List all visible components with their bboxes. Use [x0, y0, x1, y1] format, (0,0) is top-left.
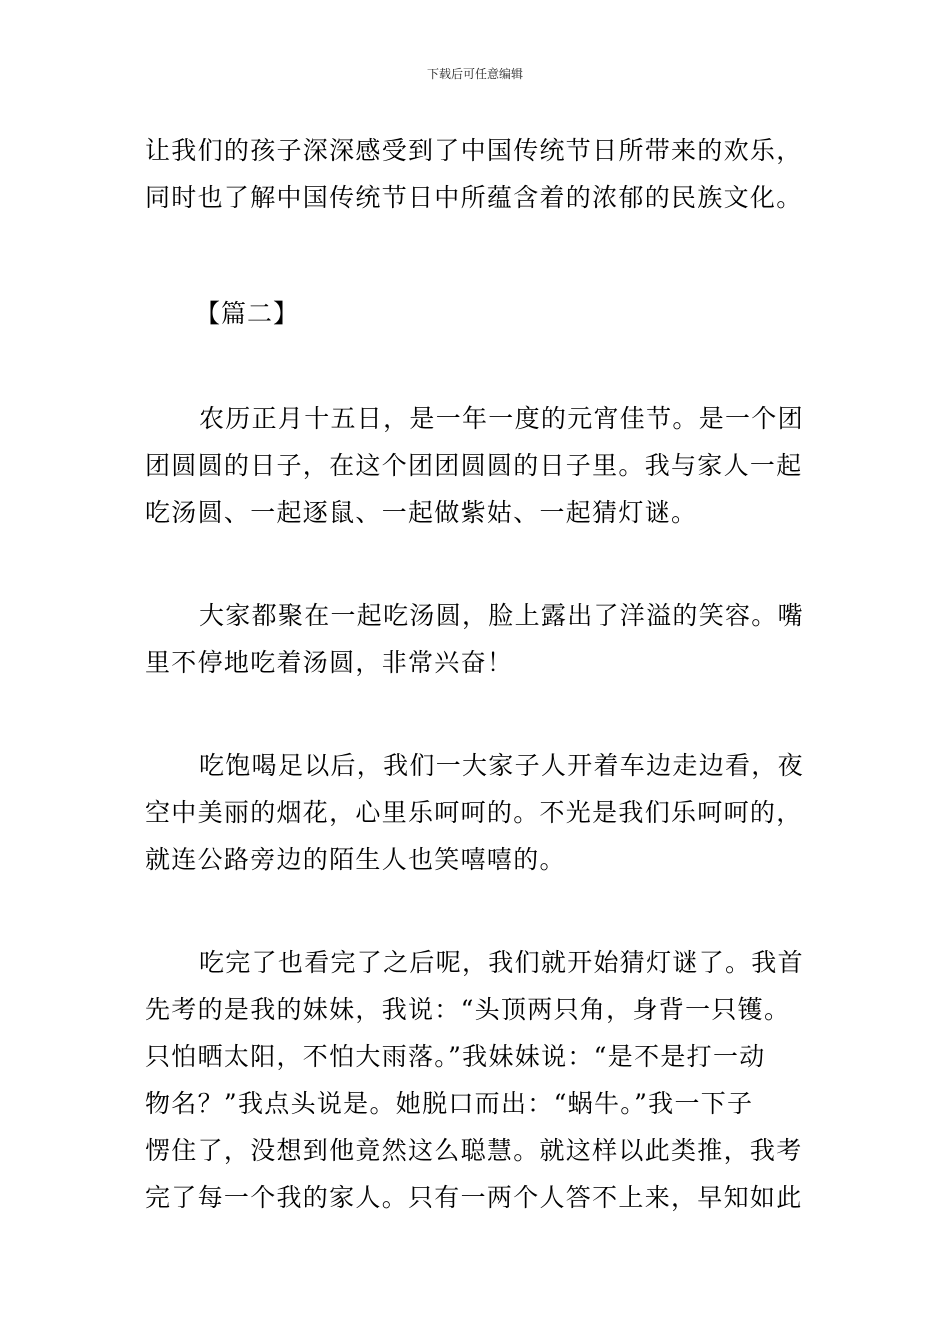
paragraph-line: 就连公路旁边的陌生人也笑嘻嘻的。: [145, 845, 566, 874]
paragraph-line: 大家都聚在一起吃汤圆，脸上露出了洋溢的笑容。嘴: [199, 601, 804, 630]
paragraph-line: 同时也了解中国传统节日中所蕴含着的浓郁的民族文化。: [145, 183, 803, 212]
paragraph-line: 空中美丽的烟花，心里乐呵呵的。不光是我们乐呵呵的，: [145, 798, 803, 827]
paragraph-line: 完了每一个我的家人。只有一两个人答不上来，早知如此: [145, 1183, 803, 1212]
paragraph-3: [145, 592, 807, 686]
paragraph-4: [145, 742, 807, 883]
paragraph-line: 只怕晒太阳，不怕大雨落。”我妹妹说：“是不是打一动: [145, 1042, 766, 1071]
paragraph-line: 里不停地吃着汤圆，非常兴奋！: [145, 648, 514, 677]
paragraph-line: 先考的是我的妹妹，我说：“头顶两只角，身背一只镬。: [145, 995, 791, 1024]
paragraph-2: [145, 395, 807, 536]
page-header: 下载后可任意编辑: [426, 67, 523, 81]
paragraph-line: 吃完了也看完了之后呢，我们就开始猜灯谜了。我首: [199, 948, 804, 977]
paragraph-line: 让我们的孩子深深感受到了中国传统节日所带来的欢乐，: [145, 136, 803, 165]
paragraph-1: [145, 127, 807, 221]
section-title: 【篇二】: [195, 299, 300, 328]
paragraph-line: 吃汤圆、一起逐鼠、一起做紫姑、一起猜灯谜。: [145, 498, 698, 527]
paragraph-line: 吃饱喝足以后，我们一大家子人开着车边走边看，夜: [199, 751, 804, 780]
paragraph-line: 物名？”我点头说是。她脱口而出：“蜗牛。”我一下子: [145, 1089, 754, 1118]
document-body: [145, 127, 807, 1221]
paragraph-line: 农历正月十五日，是一年一度的元宵佳节。是一个团: [199, 404, 804, 433]
paragraph-line: 团圆圆的日子，在这个团团圆圆的日子里。我与家人一起: [145, 451, 803, 480]
paragraph-5: [145, 939, 807, 1221]
paragraph-line: 愣住了，没想到他竟然这么聪慧。就这样以此类推，我考: [145, 1136, 803, 1165]
